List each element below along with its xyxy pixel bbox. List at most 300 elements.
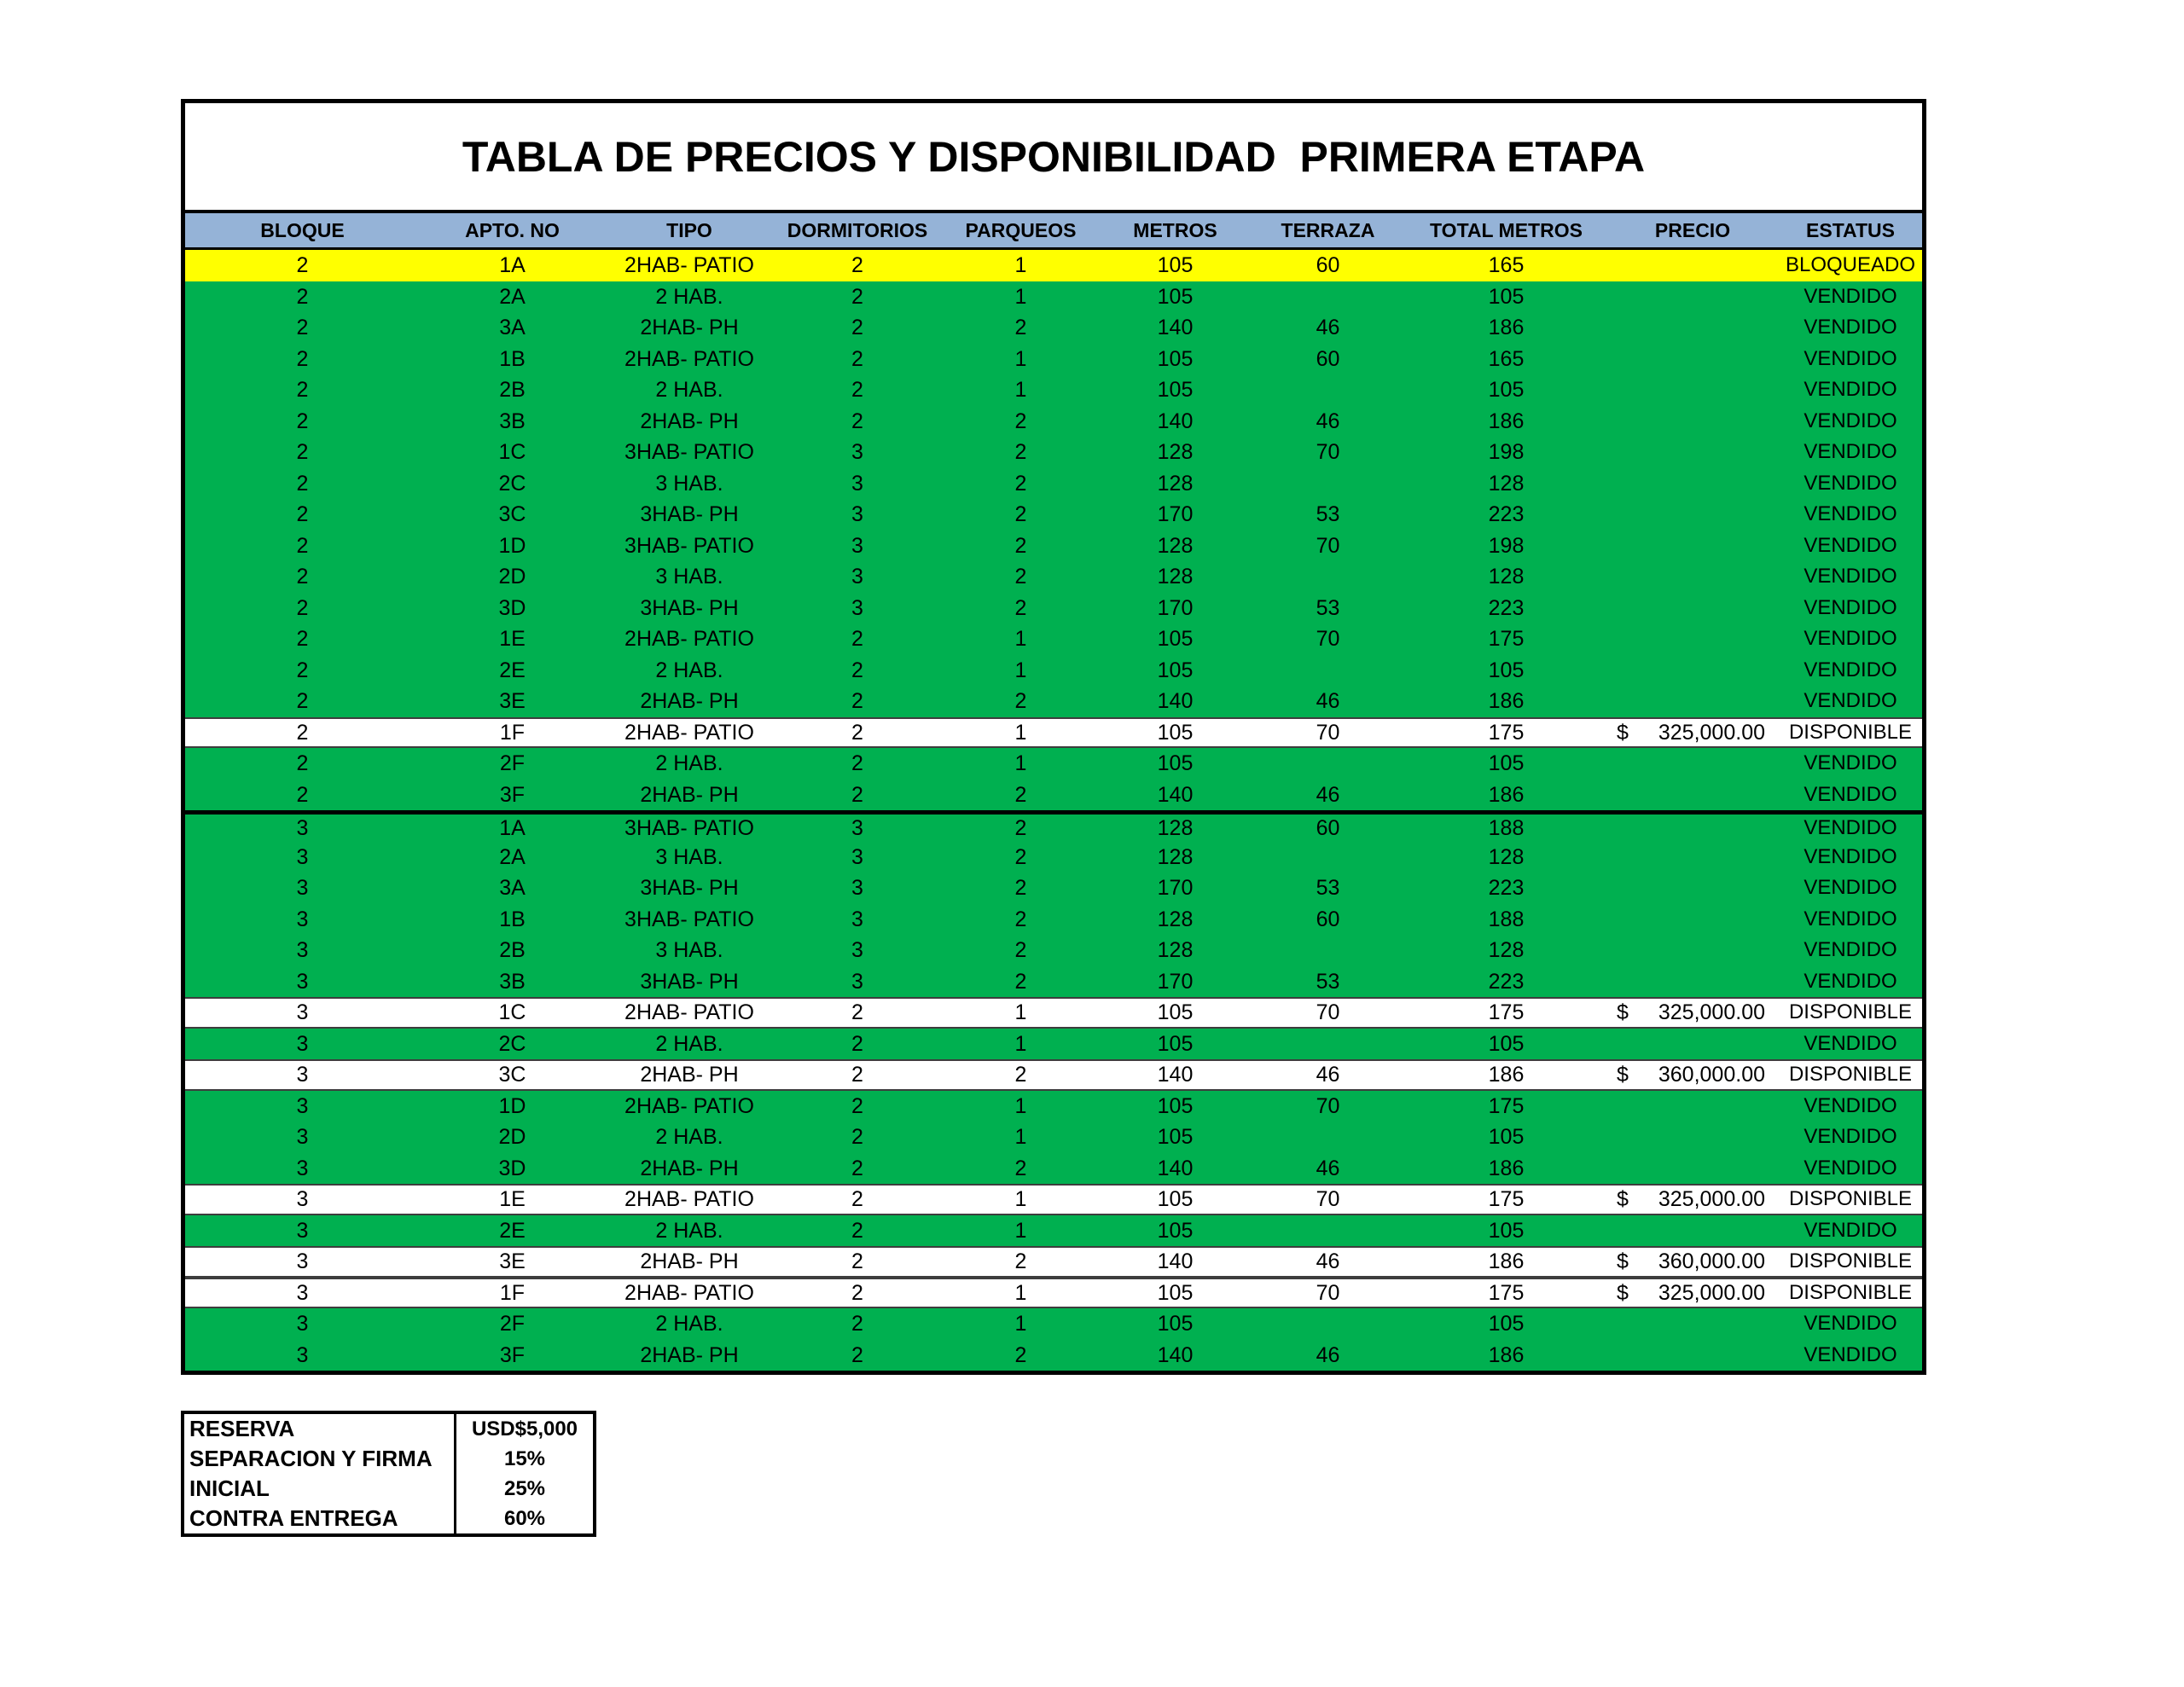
cell-parqueos: 1 (1014, 627, 1027, 652)
cell-bloque: 2 (296, 253, 309, 278)
cell-apto-no: 3F (499, 782, 526, 807)
cell-dormitorios: 3 (851, 907, 863, 931)
cell-tipo: 3HAB- PATIO (624, 440, 754, 465)
table-row (185, 593, 1922, 624)
cell-terraza: 70 (1316, 1280, 1340, 1305)
cell-estatus: VENDIDO (1804, 409, 1897, 432)
legend-label: CONTRA ENTREGA (189, 1505, 398, 1531)
cell-metros: 170 (1157, 595, 1194, 620)
cell-tipo: 2HAB- PATIO (624, 1000, 754, 1025)
table-row (185, 1059, 1922, 1091)
cell-bloque: 3 (296, 1312, 309, 1336)
cell-estatus: VENDIDO (1804, 1093, 1897, 1117)
cell-precio (1606, 998, 1779, 1027)
table-row (185, 748, 1922, 780)
cell-bloque: 3 (296, 1187, 309, 1212)
cell-bloque: 2 (296, 316, 309, 340)
cell-apto-no: 2B (499, 938, 526, 963)
cell-estatus: DISPONIBLE (1788, 1249, 1913, 1273)
cell-dormitorios: 2 (851, 658, 863, 682)
price-amount: 325,000.00 (1658, 720, 1765, 745)
table-row (185, 1122, 1922, 1153)
cell-estatus: BLOQUEADO (1785, 253, 1916, 277)
cell-total-metros: 128 (1488, 938, 1525, 963)
cell-metros: 128 (1157, 533, 1194, 558)
cell-parqueos: 1 (1014, 1031, 1027, 1056)
cell-parqueos: 1 (1014, 1000, 1027, 1025)
cell-tipo: 3HAB- PATIO (624, 907, 754, 931)
cell-metros: 105 (1157, 1031, 1194, 1056)
cell-terraza: 60 (1316, 907, 1340, 931)
cell-dormitorios: 2 (851, 782, 863, 807)
cell-dormitorios: 3 (851, 533, 863, 558)
cell-apto-no: 1F (499, 1280, 526, 1305)
cell-bloque: 3 (296, 815, 309, 840)
cell-apto-no: 2A (499, 844, 526, 869)
cell-precio (1606, 1060, 1779, 1089)
cell-dormitorios: 2 (851, 720, 863, 745)
cell-estatus: DISPONIBLE (1788, 1187, 1913, 1211)
cell-metros: 105 (1157, 1187, 1194, 1212)
cell-apto-no: 1D (498, 533, 526, 558)
table-row (185, 1029, 1922, 1060)
cell-apto-no: 3D (498, 595, 526, 620)
cell-tipo: 2HAB- PATIO (624, 346, 754, 371)
cell-dormitorios: 2 (851, 1000, 863, 1025)
cell-total-metros: 186 (1488, 1342, 1525, 1367)
cell-tipo: 2 HAB. (655, 1125, 723, 1150)
cell-estatus: VENDIDO (1804, 378, 1897, 402)
cell-apto-no: 2C (498, 471, 526, 496)
currency-sign: $ (1617, 1063, 1629, 1087)
cell-estatus: VENDIDO (1804, 627, 1897, 651)
cell-estatus: VENDIDO (1804, 595, 1897, 619)
cell-parqueos: 2 (1014, 502, 1027, 527)
cell-terraza: 70 (1316, 1187, 1340, 1212)
cell-tipo: 2HAB- PATIO (624, 1187, 754, 1212)
cell-apto-no: 1B (499, 907, 526, 931)
cell-bloque: 2 (296, 284, 309, 309)
cell-dormitorios: 2 (851, 378, 863, 403)
cell-bloque: 2 (296, 751, 309, 776)
cell-metros: 170 (1157, 969, 1194, 994)
cell-total-metros: 175 (1488, 627, 1525, 652)
cell-bloque: 3 (296, 938, 309, 963)
table-row (185, 997, 1922, 1029)
cell-total-metros: 105 (1488, 751, 1525, 776)
cell-total-metros: 223 (1488, 595, 1525, 620)
cell-apto-no: 3A (499, 876, 526, 901)
cell-estatus: VENDIDO (1804, 907, 1897, 930)
cell-total-metros: 186 (1488, 316, 1525, 340)
cell-total-metros: 175 (1488, 1187, 1525, 1212)
cell-parqueos: 2 (1014, 938, 1027, 963)
cell-bloque: 3 (296, 1063, 309, 1087)
cell-bloque: 2 (296, 595, 309, 620)
cell-estatus: VENDIDO (1804, 751, 1897, 775)
cell-estatus: VENDIDO (1804, 1156, 1897, 1180)
table-row (185, 717, 1922, 749)
price-table (181, 99, 1926, 1375)
cell-estatus: VENDIDO (1804, 782, 1897, 806)
cell-total-metros: 105 (1488, 1125, 1525, 1150)
cell-metros: 105 (1157, 1093, 1194, 1118)
cell-parqueos: 1 (1014, 1312, 1027, 1336)
cell-dormitorios: 3 (851, 471, 863, 496)
table-row (185, 344, 1922, 375)
cell-metros: 140 (1157, 1342, 1194, 1367)
column-header-apto-no: APTO. NO (465, 219, 560, 241)
legend-row (184, 1474, 593, 1504)
column-header-total-metros: TOTAL METROS (1430, 219, 1583, 241)
cell-precio (1606, 1185, 1779, 1214)
cell-terraza: 53 (1316, 502, 1340, 527)
cell-metros: 105 (1157, 378, 1194, 403)
cell-apto-no: 3D (498, 1156, 526, 1180)
column-header-dormitorios: DORMITORIOS (787, 219, 928, 241)
cell-estatus: VENDIDO (1804, 502, 1897, 526)
cell-parqueos: 1 (1014, 1093, 1027, 1118)
cell-total-metros: 198 (1488, 440, 1525, 465)
cell-terraza: 46 (1316, 316, 1340, 340)
table-row (185, 312, 1922, 344)
cell-apto-no: 3C (498, 1063, 526, 1087)
legend-label: INICIAL (189, 1475, 270, 1501)
cell-terraza: 60 (1316, 815, 1340, 840)
cell-bloque: 3 (296, 1156, 309, 1180)
table-row (185, 810, 1922, 842)
cell-metros: 140 (1157, 1156, 1194, 1180)
cell-total-metros: 165 (1488, 253, 1525, 278)
cell-total-metros: 188 (1488, 907, 1525, 931)
cell-terraza: 60 (1316, 253, 1340, 278)
cell-metros: 140 (1157, 689, 1194, 714)
cell-parqueos: 2 (1014, 844, 1027, 869)
cell-tipo: 2 HAB. (655, 751, 723, 776)
cell-apto-no: 1F (499, 720, 526, 745)
currency-sign: $ (1617, 1000, 1629, 1025)
cell-tipo: 2 HAB. (655, 1312, 723, 1336)
cell-terraza: 70 (1316, 627, 1340, 652)
cell-parqueos: 1 (1014, 253, 1027, 278)
cell-tipo: 2HAB- PH (640, 1342, 739, 1367)
price-amount: 325,000.00 (1658, 1000, 1765, 1025)
cell-metros: 140 (1157, 1249, 1194, 1274)
cell-bloque: 3 (296, 1093, 309, 1118)
cell-terraza: 53 (1316, 876, 1340, 901)
cell-apto-no: 3A (499, 316, 526, 340)
cell-metros: 128 (1157, 938, 1194, 963)
table-row (185, 1308, 1922, 1340)
cell-terraza: 70 (1316, 1000, 1340, 1025)
cell-apto-no: 3B (499, 969, 526, 994)
cell-tipo: 2 HAB. (655, 658, 723, 682)
cell-dormitorios: 2 (851, 1280, 863, 1305)
cell-estatus: VENDIDO (1804, 1031, 1897, 1055)
cell-metros: 170 (1157, 502, 1194, 527)
currency-sign: $ (1617, 1249, 1629, 1274)
cell-tipo: 2 HAB. (655, 284, 723, 309)
cell-total-metros: 105 (1488, 284, 1525, 309)
cell-estatus: VENDIDO (1804, 533, 1897, 557)
table-row (185, 966, 1922, 998)
cell-parqueos: 2 (1014, 782, 1027, 807)
cell-tipo: 2HAB- PH (640, 689, 739, 714)
cell-metros: 105 (1157, 1280, 1194, 1305)
cell-bloque: 2 (296, 440, 309, 465)
cell-dormitorios: 3 (851, 815, 863, 840)
cell-terraza: 70 (1316, 440, 1340, 465)
cell-parqueos: 2 (1014, 471, 1027, 496)
cell-dormitorios: 2 (851, 1312, 863, 1336)
cell-total-metros: 165 (1488, 346, 1525, 371)
table-row (185, 904, 1922, 936)
cell-apto-no: 2F (499, 751, 526, 776)
cell-total-metros: 223 (1488, 969, 1525, 994)
table-row (185, 1091, 1922, 1122)
table-header-row (185, 213, 1922, 250)
cell-metros: 105 (1157, 751, 1194, 776)
cell-terraza: 46 (1316, 689, 1340, 714)
cell-parqueos: 1 (1014, 720, 1027, 745)
table-row (185, 468, 1922, 500)
cell-apto-no: 1B (499, 346, 526, 371)
cell-metros: 128 (1157, 440, 1194, 465)
cell-tipo: 3HAB- PATIO (624, 815, 754, 840)
cell-metros: 105 (1157, 284, 1194, 309)
cell-parqueos: 1 (1014, 346, 1027, 371)
cell-total-metros: 105 (1488, 1218, 1525, 1243)
page-title: TABLA DE PRECIOS Y DISPONIBILIDAD PRIMERA ETAPA (185, 103, 1922, 213)
cell-terraza: 46 (1316, 1342, 1340, 1367)
legend-row (184, 1444, 593, 1474)
cell-total-metros: 175 (1488, 1280, 1525, 1305)
cell-dormitorios: 2 (851, 346, 863, 371)
table-row (185, 1153, 1922, 1185)
cell-parqueos: 1 (1014, 751, 1027, 776)
cell-bloque: 2 (296, 627, 309, 652)
cell-estatus: VENDIDO (1804, 1312, 1897, 1336)
cell-apto-no: 1C (498, 1000, 526, 1025)
cell-parqueos: 1 (1014, 1125, 1027, 1150)
cell-tipo: 2HAB- PH (640, 1063, 739, 1087)
cell-dormitorios: 2 (851, 1249, 863, 1274)
price-amount: 360,000.00 (1658, 1063, 1765, 1087)
cell-tipo: 2HAB- PATIO (624, 253, 754, 278)
cell-bloque: 3 (296, 876, 309, 901)
table-row (185, 623, 1922, 655)
column-header-terraza: TERRAZA (1281, 219, 1375, 241)
cell-metros: 170 (1157, 876, 1194, 901)
cell-bloque: 3 (296, 1000, 309, 1025)
table-row (185, 530, 1922, 562)
table-row (185, 250, 1922, 281)
cell-estatus: VENDIDO (1804, 815, 1897, 839)
cell-precio (1606, 1247, 1779, 1276)
legend-rows (184, 1414, 593, 1533)
cell-terraza: 46 (1316, 409, 1340, 433)
cell-dormitorios: 2 (851, 1156, 863, 1180)
cell-estatus: DISPONIBLE (1788, 1280, 1913, 1304)
cell-estatus: DISPONIBLE (1788, 720, 1913, 744)
cell-tipo: 3HAB- PATIO (624, 533, 754, 558)
cell-tipo: 2HAB- PATIO (624, 720, 754, 745)
cell-tipo: 2HAB- PH (640, 316, 739, 340)
cell-tipo: 2HAB- PATIO (624, 1280, 754, 1305)
price-amount: 360,000.00 (1658, 1249, 1765, 1274)
cell-dormitorios: 3 (851, 969, 863, 994)
cell-parqueos: 2 (1014, 876, 1027, 901)
table-row (185, 935, 1922, 966)
table-rows (185, 250, 1922, 1371)
cell-total-metros: 128 (1488, 565, 1525, 589)
cell-parqueos: 1 (1014, 378, 1027, 403)
cell-parqueos: 1 (1014, 1187, 1027, 1212)
cell-total-metros: 186 (1488, 782, 1525, 807)
cell-estatus: VENDIDO (1804, 316, 1897, 339)
price-amount: 325,000.00 (1658, 1280, 1765, 1305)
cell-total-metros: 186 (1488, 689, 1525, 714)
cell-parqueos: 2 (1014, 533, 1027, 558)
cell-tipo: 2HAB- PH (640, 1249, 739, 1274)
cell-dormitorios: 2 (851, 1187, 863, 1212)
cell-tipo: 3 HAB. (655, 938, 723, 963)
cell-total-metros: 105 (1488, 1312, 1525, 1336)
table-row (185, 406, 1922, 438)
cell-bloque: 2 (296, 533, 309, 558)
cell-metros: 105 (1157, 720, 1194, 745)
cell-tipo: 2HAB- PATIO (624, 627, 754, 652)
cell-parqueos: 1 (1014, 1280, 1027, 1305)
cell-apto-no: 2E (499, 1218, 526, 1243)
cell-bloque: 3 (296, 1125, 309, 1150)
cell-estatus: DISPONIBLE (1788, 1063, 1913, 1087)
cell-parqueos: 1 (1014, 658, 1027, 682)
cell-apto-no: 1C (498, 440, 526, 465)
cell-bloque: 3 (296, 969, 309, 994)
cell-parqueos: 1 (1014, 284, 1027, 309)
cell-dormitorios: 2 (851, 284, 863, 309)
table-row (185, 655, 1922, 687)
cell-total-metros: 186 (1488, 1063, 1525, 1087)
cell-dormitorios: 2 (851, 1031, 863, 1056)
cell-estatus: VENDIDO (1804, 876, 1897, 900)
cell-bloque: 3 (296, 907, 309, 931)
cell-metros: 105 (1157, 1312, 1194, 1336)
cell-tipo: 2HAB- PH (640, 1156, 739, 1180)
column-header-tipo: TIPO (666, 219, 712, 241)
cell-parqueos: 2 (1014, 1249, 1027, 1274)
cell-bloque: 2 (296, 689, 309, 714)
cell-dormitorios: 3 (851, 440, 863, 465)
cell-parqueos: 2 (1014, 907, 1027, 931)
cell-bloque: 2 (296, 471, 309, 496)
cell-dormitorios: 3 (851, 595, 863, 620)
cell-apto-no: 2D (498, 1125, 526, 1150)
cell-apto-no: 1D (498, 1093, 526, 1118)
payment-terms-box (181, 1411, 596, 1537)
table-row (185, 1184, 1922, 1215)
cell-bloque: 3 (296, 1342, 309, 1367)
cell-dormitorios: 2 (851, 751, 863, 776)
cell-estatus: VENDIDO (1804, 844, 1897, 868)
cell-dormitorios: 2 (851, 409, 863, 433)
cell-parqueos: 1 (1014, 1218, 1027, 1243)
legend-row (184, 1504, 593, 1533)
cell-bloque: 3 (296, 1249, 309, 1274)
cell-dormitorios: 2 (851, 627, 863, 652)
cell-tipo: 3HAB- PH (640, 876, 739, 901)
cell-metros: 105 (1157, 346, 1194, 371)
cell-estatus: VENDIDO (1804, 565, 1897, 588)
cell-estatus: VENDIDO (1804, 1218, 1897, 1242)
cell-dormitorios: 2 (851, 1093, 863, 1118)
cell-total-metros: 175 (1488, 1000, 1525, 1025)
cell-parqueos: 2 (1014, 409, 1027, 433)
cell-bloque: 2 (296, 658, 309, 682)
cell-tipo: 2 HAB. (655, 1218, 723, 1243)
cell-metros: 140 (1157, 316, 1194, 340)
cell-estatus: VENDIDO (1804, 658, 1897, 681)
cell-apto-no: 1E (499, 1187, 526, 1212)
cell-dormitorios: 2 (851, 1063, 863, 1087)
legend-value: USD$5,000 (454, 1414, 593, 1444)
cell-metros: 105 (1157, 1125, 1194, 1150)
cell-parqueos: 2 (1014, 815, 1027, 840)
legend-value: 25% (454, 1474, 593, 1504)
cell-apto-no: 3C (498, 502, 526, 527)
cell-parqueos: 2 (1014, 440, 1027, 465)
column-header-metros: METROS (1133, 219, 1217, 241)
cell-dormitorios: 3 (851, 844, 863, 869)
cell-tipo: 2HAB- PATIO (624, 1093, 754, 1118)
cell-terraza: 46 (1316, 782, 1340, 807)
cell-metros: 105 (1157, 658, 1194, 682)
cell-total-metros: 186 (1488, 1156, 1525, 1180)
cell-apto-no: 2E (499, 658, 526, 682)
cell-bloque: 2 (296, 502, 309, 527)
cell-apto-no: 1A (499, 253, 526, 278)
table-row (185, 281, 1922, 313)
cell-parqueos: 2 (1014, 1342, 1027, 1367)
cell-parqueos: 2 (1014, 1156, 1027, 1180)
cell-metros: 140 (1157, 1063, 1194, 1087)
cell-terraza: 46 (1316, 1156, 1340, 1180)
cell-parqueos: 2 (1014, 689, 1027, 714)
cell-dormitorios: 2 (851, 1125, 863, 1150)
cell-dormitorios: 3 (851, 502, 863, 527)
cell-metros: 140 (1157, 409, 1194, 433)
cell-total-metros: 175 (1488, 720, 1525, 745)
cell-bloque: 2 (296, 565, 309, 589)
cell-apto-no: 2D (498, 565, 526, 589)
cell-parqueos: 2 (1014, 969, 1027, 994)
cell-metros: 128 (1157, 907, 1194, 931)
table-row (185, 686, 1922, 717)
cell-total-metros: 128 (1488, 471, 1525, 496)
table-row (185, 1340, 1922, 1371)
cell-dormitorios: 3 (851, 876, 863, 901)
table-row (185, 1215, 1922, 1247)
price-amount: 325,000.00 (1658, 1187, 1765, 1212)
cell-terraza: 53 (1316, 969, 1340, 994)
cell-metros: 140 (1157, 782, 1194, 807)
cell-apto-no: 3E (499, 689, 526, 714)
cell-apto-no: 2F (499, 1312, 526, 1336)
cell-tipo: 2 HAB. (655, 1031, 723, 1056)
cell-estatus: VENDIDO (1804, 284, 1897, 308)
cell-tipo: 3 HAB. (655, 844, 723, 869)
